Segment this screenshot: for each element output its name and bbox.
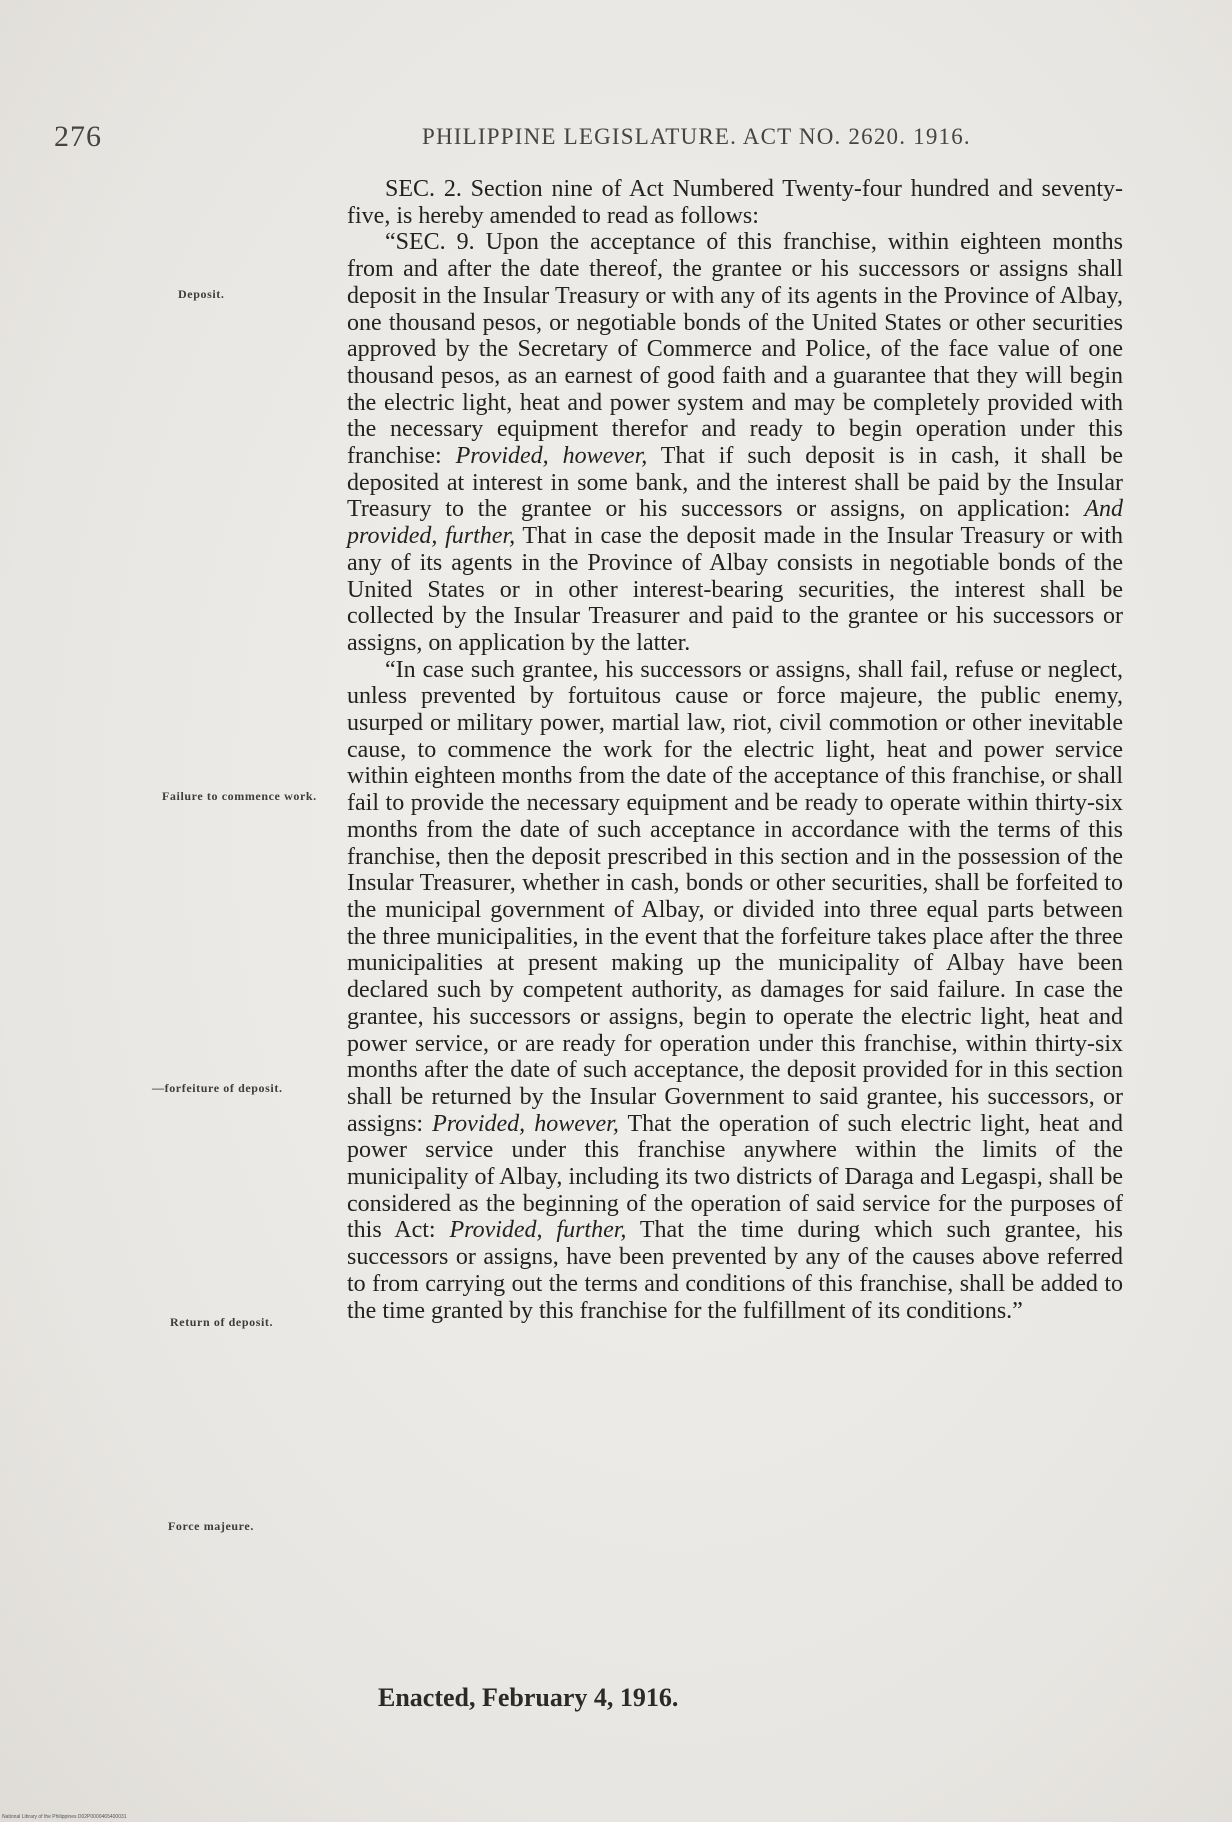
section-9-label: “SEC. 9. bbox=[385, 229, 475, 256]
margin-note-return-of-deposit: Return of deposit. bbox=[170, 1315, 274, 1329]
margin-note-failure-to-commence: Failure to commence work. bbox=[162, 789, 317, 803]
running-head-text: PHILIPPINE LEGISLATURE. ACT NO. 2620. 1916. bbox=[422, 124, 971, 149]
running-head bbox=[422, 124, 1082, 150]
footer-credit: National Library of the Philippines D02P0000465400031 bbox=[2, 1814, 127, 1820]
forfeiture-paragraph: “In case such grantee, his successors or assigns, shall fail, refuse or neglect, unless prevented by fortuitous cause or force majeure, the public enemy, usurped or military power, martial law, riot, civil commotion or other inevitable cause, to commence the work for the electric light, heat and power service within eighteen months from the date of the acceptance of this franchise, or shall fail to provide the necessary equipment and be ready to operate within thirty-six months from the date of such acceptance in accordance with the terms of this franchise, then the deposit prescribed in this section and in the possession of the Insular Treasurer, whether in cash, bonds or other securities, shall be forfeited to the municipal government of Albay, or divided into three equal parts between the three municipalities, in the event that the forfeiture takes place after the three municipalities at present making up the municipality of Albay have been declared such by competent authority, as damages for said failure. In case the grantee, his successors or assigns, begin to operate the electric light, heat and power service, or are ready for operation under this franchise, within thirty-six months after the date of such acceptance, the deposit provided for in this section shall be returned by the Insular Government to said grantee, his successors, or assigns: Provided, however, That the operation of such electric light, heat and power service under this franchise anywhere within the limits of the municipality of Albay, including its two districts of Daraga and Legaspi, shall be considered as the beginning of the operation of said service for the purposes of this Act: Provided, further, That the time during which such grantee, his successors or assigns, have been prevented by any of the causes above referred to from carrying out the terms and conditions of this franchise, shall be added to the time granted by this franchise for the fulfillment of its conditions.” bbox=[347, 656, 1124, 1324]
page-number: 276 bbox=[54, 120, 102, 153]
section-2-label: SEC. 2. bbox=[385, 176, 462, 202]
section-2-paragraph: SEC. 2. Section nine of Act Numbered Twenty-four hundred and seventy-five, is hereby amended to read as follows: bbox=[347, 176, 1123, 229]
enacted-line: Enacted, February 4, 1916. bbox=[378, 1683, 679, 1712]
section-9-paragraph: “SEC. 9. Upon the acceptance of this franchise, within eighteen months from and after the date thereof, the grantee or his successors or assigns shall deposit in the Insular Treasury or with any of its agents in the Province of Albay, one thousand pesos, or negotiable bonds of the United States or other securities approved by the Secretary of Commerce and Police, of the face value of one thousand pesos, as an earnest of good faith and a guarantee that they will begin the electric light, heat and power system and may be completely provided with the necessary equipment therefor and ready to begin operation under this franchise: Provided, however, That if such deposit is in cash, it shall be deposited at interest in some bank, and the interest shall be paid by the Insular Treasury to the grantee or his successors or assigns, on application: And provided, further, That in case the deposit made in the Insular Treasury or with any of its agents in the Province of Albay consists in negotiable bonds of the United States or in other interest-bearing securities, the interest shall be collected by the Insular Treasurer and paid to the grantee or his successors or assigns, on application by the latter. bbox=[347, 229, 1124, 656]
margin-note-deposit: Deposit. bbox=[178, 287, 225, 301]
body-text bbox=[347, 176, 1123, 1324]
margin-note-forfeiture-of-deposit: —forfeiture of deposit. bbox=[152, 1081, 283, 1095]
margin-note-force-majeure: Force majeure. bbox=[168, 1519, 254, 1533]
